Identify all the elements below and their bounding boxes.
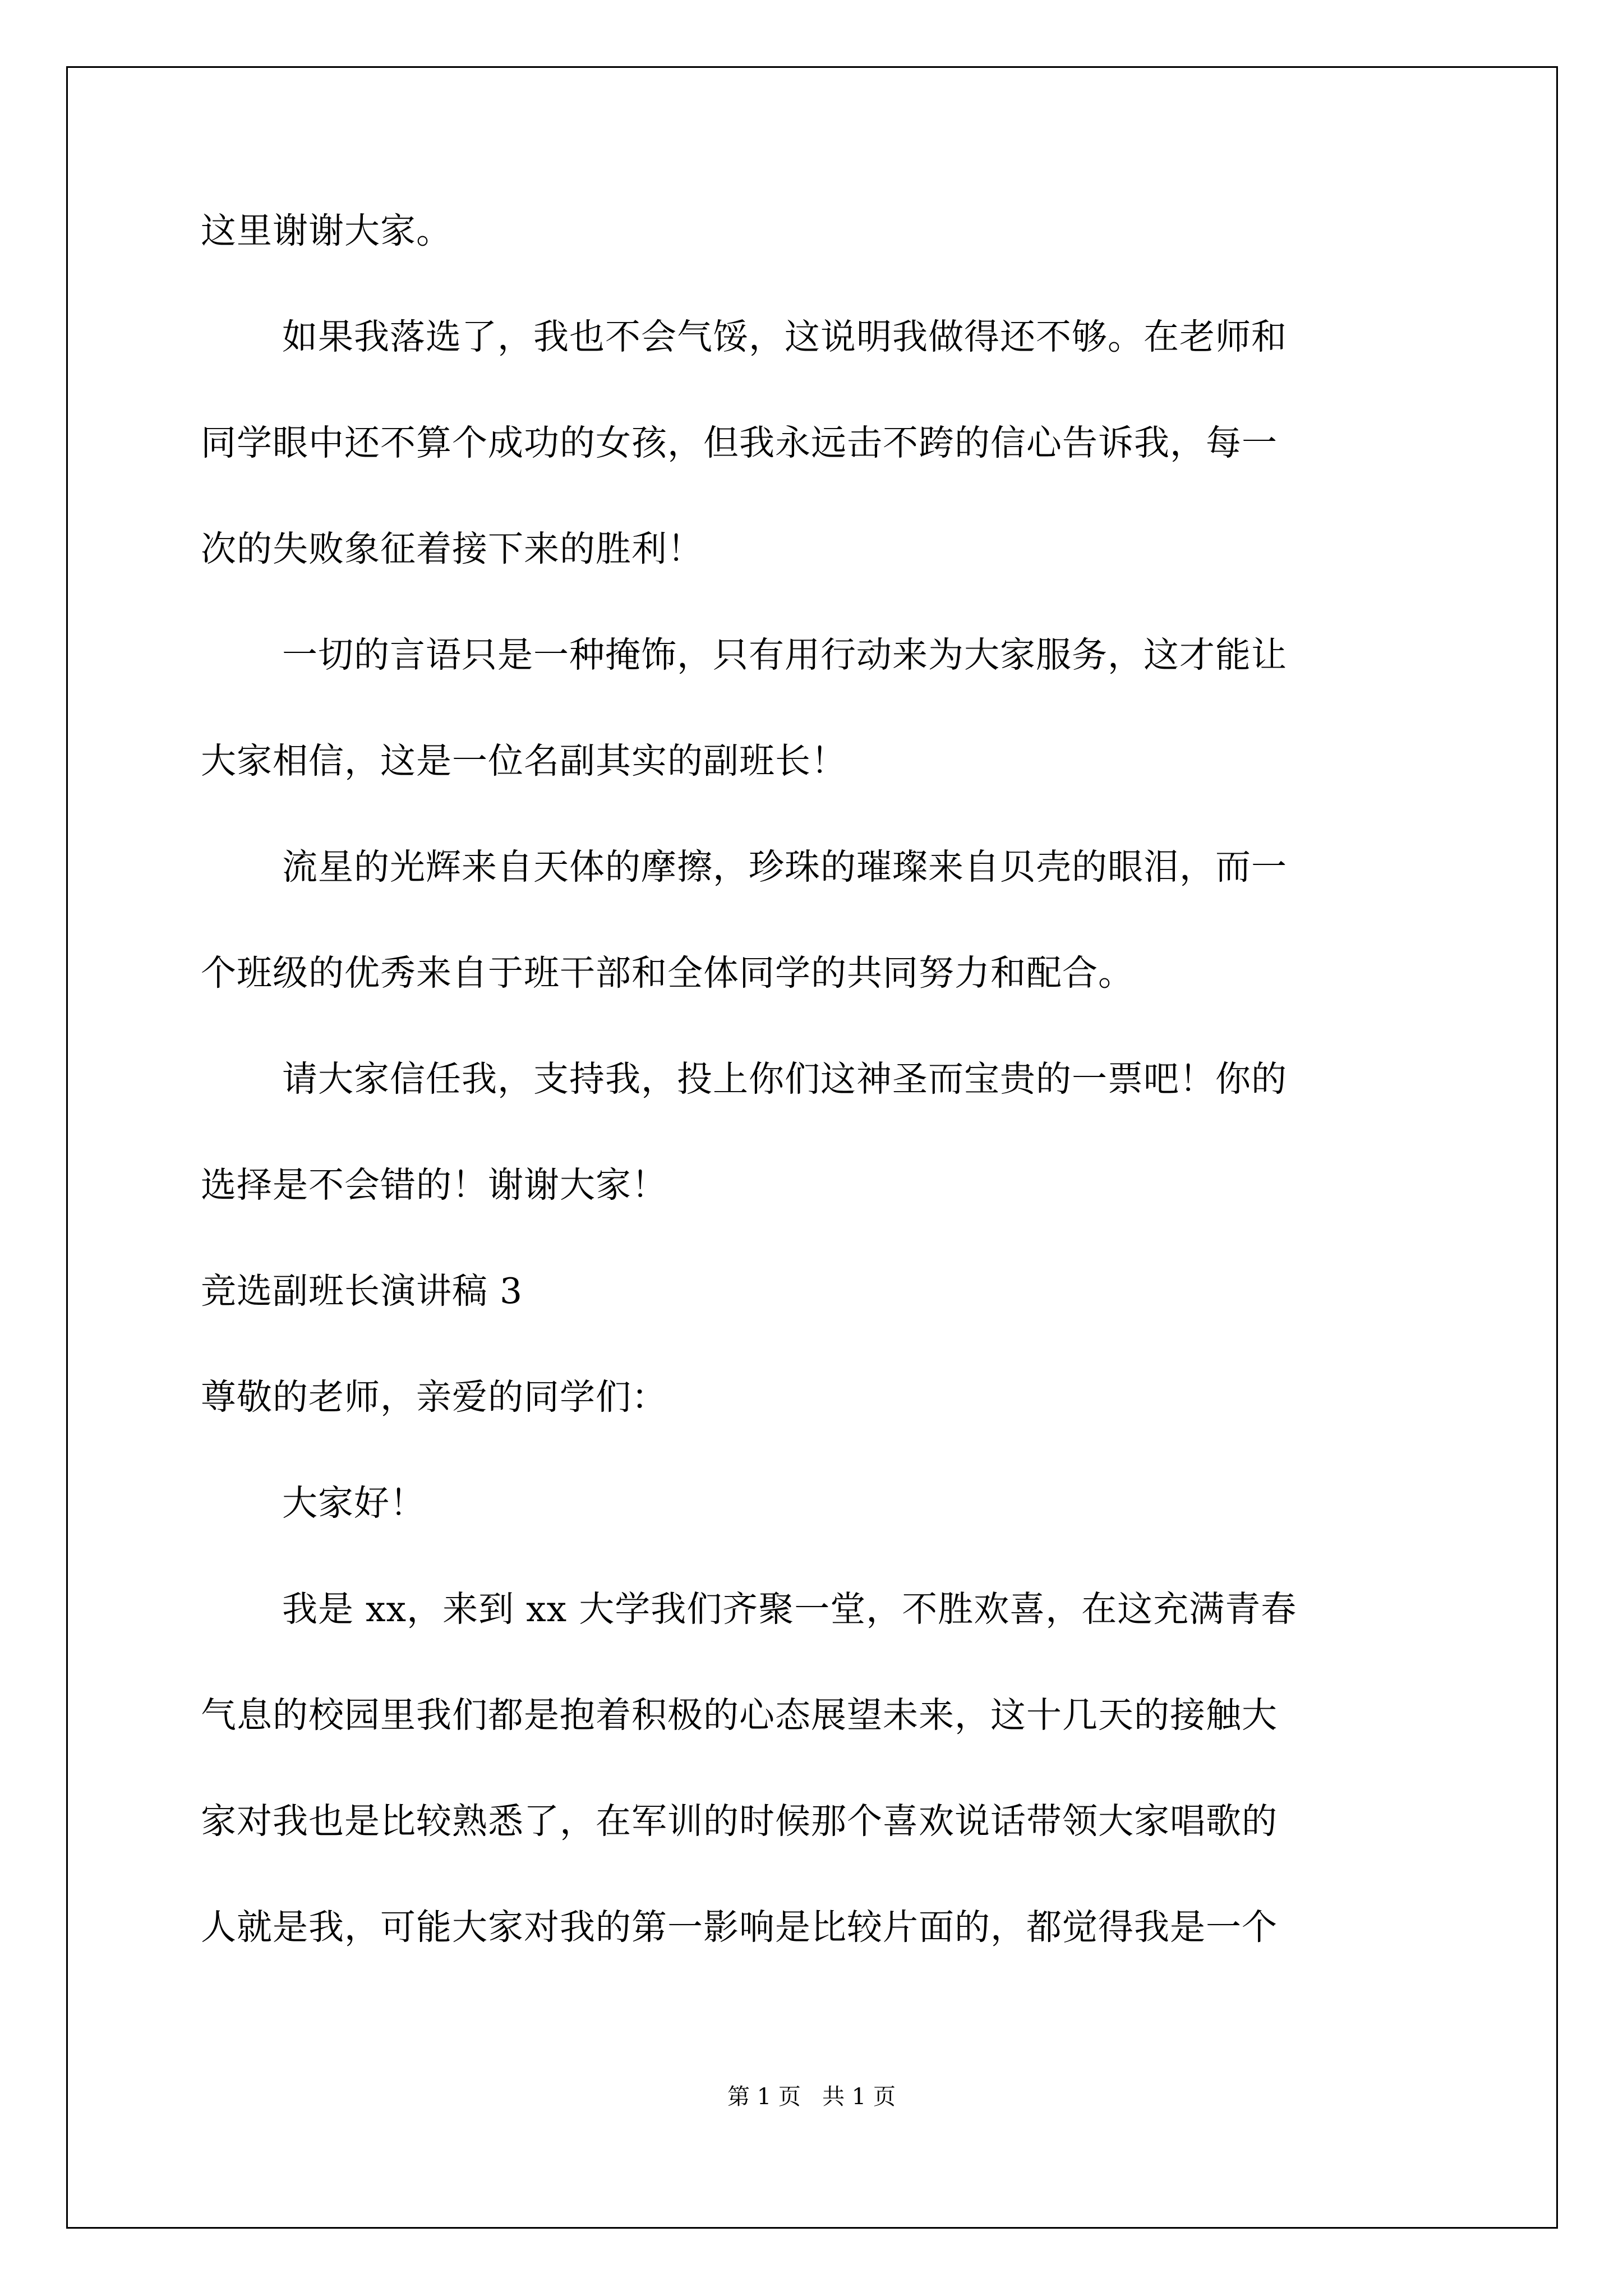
text-line: 请大家信任我，支持我，投上你们这神圣而宝贵的一票吧！你的 [282,1059,1287,1099]
greeting: 大家好！ [282,1483,426,1524]
text-line: 一切的言语只是一种掩饰，只有用行动来为大家服务，这才能让 [282,634,1287,675]
text-line: 我是 xx，来到 xx 大学我们齐聚一堂，不胜欢喜，在这充满青春 [282,1589,1297,1630]
text-line: 次的失败象征着接下来的胜利！ [201,528,703,569]
salutation: 尊敬的老师，亲爱的同学们： [201,1377,667,1418]
section-heading: 竞选副班长演讲稿 3 [201,1271,523,1312]
text-line: 个班级的优秀来自于班干部和全体同学的共同努力和配合。 [201,953,1134,993]
text-line: 人就是我，可能大家对我的第一影响是比较片面的，都觉得我是一个 [201,1907,1278,1948]
text-line: 这里谢谢大家。 [201,210,452,251]
text-line: 如果我落选了，我也不会气馁，这说明我做得还不够。在老师和 [282,316,1287,357]
text-line: 同学眼中还不算个成功的女孩，但我永远击不跨的信心告诉我，每一 [201,422,1278,463]
page-number-footer: 第 1 页 共 1 页 [727,2084,896,2110]
text-line: 流星的光辉来自天体的摩擦，珍珠的璀璨来自贝壳的眼泪，而一 [282,846,1287,887]
text-line: 大家相信，这是一位名副其实的副班长！ [201,740,847,781]
text-line: 家对我也是比较熟悉了，在军训的时候那个喜欢说话带领大家唱歌的 [201,1801,1278,1842]
text-line: 气息的校园里我们都是抱着积极的心态展望未来，这十几天的接触大 [201,1695,1278,1736]
text-line: 选择是不会错的！谢谢大家！ [201,1165,667,1205]
